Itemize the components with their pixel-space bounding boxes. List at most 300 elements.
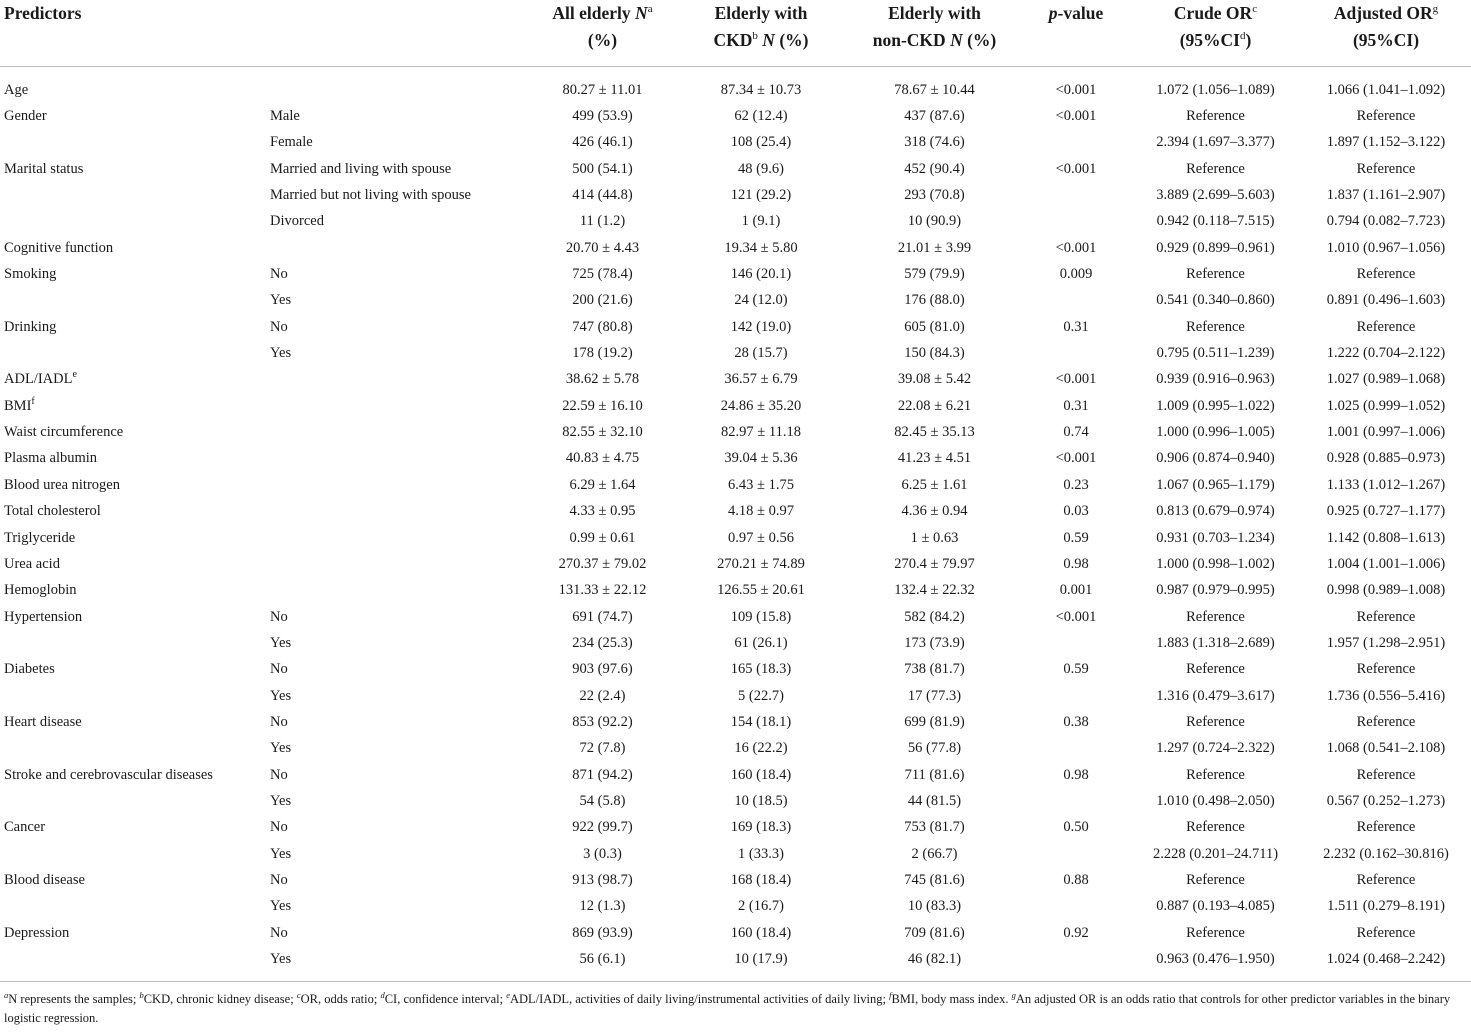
non-ckd-cell: 699 (81.9) bbox=[904, 713, 965, 730]
crude-or-cell: 1.067 (0.965–1.179) bbox=[1156, 476, 1275, 493]
ckd-cell: 1 (33.3) bbox=[738, 845, 784, 862]
predictor-label-text: ADL/IADL bbox=[4, 371, 73, 388]
header-nonckd-l2: non-CKD bbox=[872, 30, 951, 50]
adjusted-or-cell: 1.133 (1.012–1.267) bbox=[1326, 476, 1446, 493]
predictor-label-text: Depression bbox=[4, 924, 70, 941]
adjusted-or-cell: Reference bbox=[1356, 924, 1416, 941]
ckd-cell: 87.34 ± 10.73 bbox=[720, 81, 802, 98]
all-elderly-cell: 3 (0.3) bbox=[583, 845, 622, 862]
header-crude-sup: c bbox=[1252, 3, 1258, 16]
adjusted-or-cell: Reference bbox=[1356, 160, 1416, 177]
header-all-l1: All elderly bbox=[552, 3, 636, 23]
predictor-label-text: Blood disease bbox=[4, 871, 85, 888]
p-value-cell: 0.59 bbox=[1063, 529, 1089, 546]
adjusted-or-cell: 0.794 (0.082–7.723) bbox=[1326, 213, 1446, 230]
header-adjusted-sup: g bbox=[1432, 3, 1439, 16]
p-value-cell: 0.59 bbox=[1063, 661, 1089, 678]
predictor-category: No bbox=[270, 766, 288, 783]
adjusted-or-cell: 1.142 (0.808–1.613) bbox=[1326, 529, 1446, 546]
adjusted-or-cell: Reference bbox=[1356, 608, 1416, 625]
ckd-cell: 168 (18.4) bbox=[730, 871, 792, 888]
non-ckd-cell: 44 (81.5) bbox=[907, 792, 962, 809]
predictor-label-text: Hypertension bbox=[4, 608, 83, 625]
footnote-marker: f bbox=[889, 989, 892, 1000]
ckd-cell: 82.97 ± 11.18 bbox=[721, 424, 801, 441]
table-row bbox=[0, 525, 1471, 551]
p-value-cell bbox=[1022, 683, 1130, 709]
non-ckd-cell: 132.4 ± 22.32 bbox=[894, 582, 975, 599]
adjusted-or-cell: Reference bbox=[1356, 871, 1416, 888]
predictor-category: Male bbox=[270, 108, 300, 125]
adjusted-or-cell: 0.928 (0.885–0.973) bbox=[1326, 450, 1446, 467]
p-value-cell: <0.001 bbox=[1055, 608, 1097, 625]
predictor-label bbox=[0, 578, 262, 604]
crude-or-cell: Reference bbox=[1186, 266, 1245, 283]
ckd-cell: 28 (15.7) bbox=[734, 345, 788, 362]
crude-or-cell: 0.942 (0.118–7.515) bbox=[1156, 213, 1275, 230]
non-ckd-cell: 82.45 ± 35.13 bbox=[894, 424, 975, 441]
predictor-label bbox=[0, 393, 262, 419]
all-elderly-cell: 0.99 ± 0.61 bbox=[569, 529, 636, 546]
crude-or-cell: 1.000 (0.996–1.005) bbox=[1156, 424, 1275, 441]
crude-or-cell: Reference bbox=[1186, 766, 1245, 783]
header-ckd-n: N bbox=[757, 30, 775, 50]
header-crude-or bbox=[1130, 0, 1301, 67]
non-ckd-cell: 738 (81.7) bbox=[904, 661, 965, 678]
predictor-category bbox=[262, 419, 530, 445]
p-value-cell bbox=[1022, 340, 1130, 366]
ckd-cell: 169 (18.3) bbox=[730, 819, 792, 836]
crude-or-cell: Reference bbox=[1186, 924, 1245, 941]
predictor-category bbox=[262, 67, 530, 104]
table-row bbox=[0, 367, 1471, 393]
p-value-cell: 0.74 bbox=[1063, 424, 1089, 441]
adjusted-or-cell: 0.891 (0.496–1.603) bbox=[1326, 292, 1446, 309]
adjusted-or-cell: Reference bbox=[1356, 661, 1416, 678]
p-value-cell: 0.92 bbox=[1063, 924, 1089, 941]
predictor-category: No bbox=[270, 608, 288, 625]
adjusted-or-cell: 1.025 (0.999–1.052) bbox=[1326, 397, 1446, 414]
crude-or-cell: Reference bbox=[1186, 661, 1245, 678]
crude-or-cell: 2.228 (0.201–24.711) bbox=[1152, 845, 1279, 862]
predictor-label bbox=[0, 683, 262, 709]
predictor-category bbox=[262, 393, 530, 419]
non-ckd-cell: 17 (77.3) bbox=[907, 687, 962, 704]
ckd-cell: 48 (9.6) bbox=[738, 160, 784, 177]
predictor-category: No bbox=[270, 871, 288, 888]
ckd-cell: 121 (29.2) bbox=[730, 187, 792, 204]
non-ckd-cell: 150 (84.3) bbox=[904, 345, 965, 362]
predictor-category bbox=[262, 367, 530, 393]
predictor-category: Yes bbox=[270, 792, 292, 809]
p-value-cell: 0.98 bbox=[1063, 766, 1089, 783]
p-value-cell bbox=[1022, 182, 1130, 208]
p-value-cell: 0.88 bbox=[1063, 871, 1089, 888]
all-elderly-cell: 80.27 ± 11.01 bbox=[562, 81, 643, 98]
all-elderly-cell: 200 (21.6) bbox=[572, 292, 633, 309]
header-crude-ci-sup: d bbox=[1239, 30, 1246, 43]
crude-or-cell: 0.987 (0.979–0.995) bbox=[1156, 582, 1275, 599]
all-elderly-cell: 500 (54.1) bbox=[572, 160, 633, 177]
predictor-label-text: Cancer bbox=[4, 819, 46, 836]
ckd-cell: 36.57 ± 6.79 bbox=[724, 371, 798, 388]
footnote-text: ADL/IADL, activities of daily living/instrumental activities of daily living; bbox=[509, 992, 890, 1006]
non-ckd-cell: 753 (81.7) bbox=[904, 819, 965, 836]
predictor-category: Yes bbox=[270, 845, 292, 862]
p-value-cell: <0.001 bbox=[1055, 160, 1097, 177]
header-adjusted-or bbox=[1301, 0, 1471, 67]
all-elderly-cell: 869 (93.9) bbox=[572, 924, 633, 941]
all-elderly-cell: 4.33 ± 0.95 bbox=[569, 503, 636, 520]
table-row bbox=[0, 393, 1471, 419]
crude-or-cell: 1.072 (1.056–1.089) bbox=[1156, 81, 1275, 98]
all-elderly-cell: 499 (53.9) bbox=[572, 108, 633, 125]
ckd-cell: 39.04 ± 5.36 bbox=[724, 450, 798, 467]
footnote-text: CKD, chronic kidney disease; bbox=[143, 992, 297, 1006]
crude-or-cell: 0.929 (0.899–0.961) bbox=[1156, 239, 1275, 256]
all-elderly-cell: 11 (1.2) bbox=[579, 213, 626, 230]
predictor-label-text: Hemoglobin bbox=[4, 582, 77, 599]
adjusted-or-cell: Reference bbox=[1356, 713, 1416, 730]
header-nonckd-l1: Elderly with bbox=[888, 3, 981, 23]
predictor-label bbox=[0, 946, 262, 972]
non-ckd-cell: 709 (81.6) bbox=[904, 924, 965, 941]
header-non-ckd bbox=[847, 0, 1022, 67]
adjusted-or-cell: 1.010 (0.967–1.056) bbox=[1326, 239, 1446, 256]
non-ckd-cell: 605 (81.0) bbox=[904, 318, 965, 335]
predictor-category: No bbox=[270, 318, 288, 335]
header-crude-l1: Crude OR bbox=[1173, 3, 1253, 23]
non-ckd-cell: 176 (88.0) bbox=[904, 292, 965, 309]
predictor-category: Female bbox=[270, 134, 313, 151]
table-row bbox=[0, 209, 1471, 235]
crude-or-cell: 1.010 (0.498–2.050) bbox=[1156, 792, 1275, 809]
ckd-cell: 2 (16.7) bbox=[738, 898, 784, 915]
non-ckd-cell: 41.23 ± 4.51 bbox=[897, 450, 972, 467]
predictor-category: Yes bbox=[270, 345, 292, 362]
predictor-label bbox=[0, 815, 262, 841]
table-row bbox=[0, 841, 1471, 867]
non-ckd-cell: 46 (82.1) bbox=[907, 951, 962, 968]
all-elderly-cell: 725 (78.4) bbox=[572, 266, 633, 283]
crude-or-cell: 0.931 (0.703–1.234) bbox=[1156, 529, 1275, 546]
non-ckd-cell: 21.01 ± 3.99 bbox=[897, 239, 972, 256]
footnote-text: N represents the samples; bbox=[8, 992, 140, 1006]
table-row bbox=[0, 709, 1471, 735]
predictor-label bbox=[0, 525, 262, 551]
crude-or-cell: 0.541 (0.340–0.860) bbox=[1156, 292, 1275, 309]
predictor-label-text: BMI bbox=[4, 397, 32, 414]
all-elderly-cell: 913 (98.7) bbox=[572, 871, 633, 888]
ckd-cell: 62 (12.4) bbox=[734, 108, 788, 125]
ckd-cell: 6.43 ± 1.75 bbox=[728, 476, 794, 493]
table-row bbox=[0, 419, 1471, 445]
p-value-cell: 0.001 bbox=[1059, 582, 1093, 599]
table-row bbox=[0, 815, 1471, 841]
p-value-cell: <0.001 bbox=[1055, 450, 1097, 467]
predictor-label-text: Smoking bbox=[4, 266, 57, 283]
predictor-label-text: Stroke and cerebrovascular diseases bbox=[4, 766, 213, 783]
predictor-label bbox=[0, 156, 262, 182]
adjusted-or-cell: Reference bbox=[1356, 766, 1416, 783]
header-adjusted-l1: Adjusted OR bbox=[1333, 3, 1433, 23]
adjusted-or-cell: 1.068 (0.541–2.108) bbox=[1326, 740, 1446, 757]
header-nonckd-pct: (%) bbox=[962, 30, 997, 50]
table-row bbox=[0, 657, 1471, 683]
crude-or-cell: 0.939 (0.916–0.963) bbox=[1156, 371, 1275, 388]
non-ckd-cell: 579 (79.9) bbox=[904, 266, 965, 283]
all-elderly-cell: 22.59 ± 16.10 bbox=[562, 397, 643, 414]
predictor-label bbox=[0, 288, 262, 314]
predictor-label-text: Diabetes bbox=[4, 661, 55, 678]
all-elderly-cell: 22 (2.4) bbox=[579, 687, 626, 704]
footnote-marker: b bbox=[139, 989, 144, 1000]
predictor-label bbox=[0, 499, 262, 525]
adjusted-or-cell: 1.024 (0.468–2.242) bbox=[1326, 951, 1446, 968]
crude-or-cell: Reference bbox=[1186, 608, 1245, 625]
non-ckd-cell: 4.36 ± 0.94 bbox=[901, 503, 968, 520]
adjusted-or-cell: 2.232 (0.162–30.816) bbox=[1323, 845, 1449, 862]
ckd-cell: 4.18 ± 0.97 bbox=[728, 503, 794, 520]
all-elderly-cell: 871 (94.2) bbox=[572, 766, 633, 783]
table-row bbox=[0, 578, 1471, 604]
header-ckd-pct: (%) bbox=[774, 30, 809, 50]
header-nonckd-n: N bbox=[950, 30, 963, 50]
header-ckd-sup: b bbox=[752, 30, 758, 43]
header-all-sup: a bbox=[647, 3, 653, 16]
predictor-category: No bbox=[270, 266, 288, 283]
header-all-l2: (%) bbox=[587, 30, 618, 50]
all-elderly-cell: 82.55 ± 32.10 bbox=[562, 424, 643, 441]
all-elderly-cell: 38.62 ± 5.78 bbox=[565, 371, 640, 388]
ckd-cell: 5 (22.7) bbox=[738, 687, 784, 704]
all-elderly-cell: 270.37 ± 79.02 bbox=[558, 555, 647, 572]
table-row bbox=[0, 788, 1471, 814]
adjusted-or-cell: 1.004 (1.001–1.006) bbox=[1326, 555, 1446, 572]
all-elderly-cell: 20.70 ± 4.43 bbox=[565, 239, 640, 256]
all-elderly-cell: 56 (6.1) bbox=[579, 951, 626, 968]
table-footnote bbox=[4, 990, 1467, 1028]
footnote-text: BMI, body mass index. bbox=[891, 992, 1012, 1006]
non-ckd-cell: 452 (90.4) bbox=[904, 160, 965, 177]
ckd-cell: 24.86 ± 35.20 bbox=[720, 397, 802, 414]
table-row bbox=[0, 156, 1471, 182]
footnote-marker: e bbox=[506, 989, 510, 1000]
ckd-cell: 154 (18.1) bbox=[730, 713, 792, 730]
predictor-label bbox=[0, 235, 262, 261]
table-row bbox=[0, 67, 1471, 104]
ckd-cell: 126.55 ± 20.61 bbox=[717, 582, 805, 599]
adjusted-or-cell: 1.837 (1.161–2.907) bbox=[1326, 187, 1446, 204]
adjusted-or-cell: Reference bbox=[1356, 266, 1416, 283]
predictor-label bbox=[0, 182, 262, 208]
p-value-cell bbox=[1022, 788, 1130, 814]
non-ckd-cell: 270.4 ± 79.97 bbox=[894, 555, 975, 572]
ckd-cell: 165 (18.3) bbox=[730, 661, 792, 678]
predictor-category: Yes bbox=[270, 634, 292, 651]
footnote-text: OR, odds ratio; bbox=[300, 992, 381, 1006]
p-value-cell: 0.009 bbox=[1059, 266, 1093, 283]
ckd-cell: 61 (26.1) bbox=[734, 634, 788, 651]
crude-or-cell: 0.906 (0.874–0.940) bbox=[1156, 450, 1275, 467]
adjusted-or-cell: 1.511 (0.279–8.191) bbox=[1327, 898, 1445, 915]
all-elderly-cell: 426 (46.1) bbox=[572, 134, 633, 151]
table-row bbox=[0, 235, 1471, 261]
predictor-label bbox=[0, 841, 262, 867]
predictor-label bbox=[0, 551, 262, 577]
predictor-category: Married and living with spouse bbox=[270, 160, 452, 177]
predictor-label bbox=[0, 736, 262, 762]
non-ckd-cell: 437 (87.6) bbox=[904, 108, 965, 125]
footnote-marker: a bbox=[4, 989, 9, 1000]
p-value-cell: 0.03 bbox=[1063, 503, 1089, 520]
predictor-label-text: Cognitive function bbox=[4, 239, 114, 256]
p-value-cell: 0.38 bbox=[1063, 713, 1089, 730]
predictor-label bbox=[0, 604, 262, 630]
predictor-label-text: Drinking bbox=[4, 318, 57, 335]
header-p-rest: -value bbox=[1057, 3, 1104, 23]
crude-or-cell: 1.009 (0.995–1.022) bbox=[1156, 397, 1275, 414]
ckd-cell: 10 (18.5) bbox=[734, 792, 788, 809]
predictor-label bbox=[0, 340, 262, 366]
predictor-label bbox=[0, 788, 262, 814]
table-row bbox=[0, 920, 1471, 946]
adjusted-or-cell: 1.957 (1.298–2.951) bbox=[1326, 634, 1446, 651]
header-ckd-l1: Elderly with bbox=[714, 3, 808, 23]
predictor-label-text: Triglyceride bbox=[4, 529, 76, 546]
non-ckd-cell: 318 (74.6) bbox=[904, 134, 965, 151]
table-row bbox=[0, 630, 1471, 656]
table-row bbox=[0, 894, 1471, 920]
crude-or-cell: 1.297 (0.724–2.322) bbox=[1156, 740, 1275, 757]
p-value-cell: 0.23 bbox=[1063, 476, 1089, 493]
predictor-category bbox=[262, 499, 530, 525]
p-value-cell: 0.50 bbox=[1063, 819, 1089, 836]
adjusted-or-cell: 0.998 (0.989–1.008) bbox=[1326, 582, 1446, 599]
all-elderly-cell: 72 (7.8) bbox=[579, 740, 626, 757]
header-crude-l2: (95%CI bbox=[1179, 30, 1240, 50]
ckd-cell: 108 (25.4) bbox=[730, 134, 792, 151]
all-elderly-cell: 12 (1.3) bbox=[579, 898, 626, 915]
crude-or-cell: Reference bbox=[1186, 819, 1245, 836]
ckd-cell: 142 (19.0) bbox=[730, 318, 792, 335]
p-value-cell bbox=[1022, 288, 1130, 314]
crude-or-cell: 1.883 (1.318–2.689) bbox=[1156, 634, 1275, 651]
predictor-label bbox=[0, 657, 262, 683]
all-elderly-cell: 691 (74.7) bbox=[572, 608, 633, 625]
table-row bbox=[0, 604, 1471, 630]
predictor-label-text: Marital status bbox=[4, 160, 84, 177]
table-row bbox=[0, 261, 1471, 287]
all-elderly-cell: 922 (99.7) bbox=[572, 819, 633, 836]
table-body bbox=[0, 67, 1471, 973]
predictor-category bbox=[262, 472, 530, 498]
non-ckd-cell: 22.08 ± 6.21 bbox=[897, 397, 972, 414]
ckd-cell: 160 (18.4) bbox=[730, 924, 792, 941]
crude-or-cell: Reference bbox=[1186, 108, 1245, 125]
p-value-cell bbox=[1022, 130, 1130, 156]
predictor-label bbox=[0, 130, 262, 156]
all-elderly-cell: 40.83 ± 4.75 bbox=[565, 450, 640, 467]
all-elderly-cell: 234 (25.3) bbox=[572, 634, 633, 651]
adjusted-or-cell: 1.897 (1.152–3.122) bbox=[1326, 134, 1446, 151]
header-ckd-l2: CKD bbox=[713, 30, 753, 50]
predictor-category bbox=[262, 446, 530, 472]
predictor-label-text: Blood urea nitrogen bbox=[4, 476, 120, 493]
table-bottom-rule bbox=[0, 981, 1471, 982]
p-value-cell bbox=[1022, 736, 1130, 762]
table-row bbox=[0, 946, 1471, 972]
predictor-label bbox=[0, 446, 262, 472]
all-elderly-cell: 903 (97.6) bbox=[572, 661, 633, 678]
non-ckd-cell: 745 (81.6) bbox=[904, 871, 965, 888]
crude-or-cell: Reference bbox=[1186, 871, 1245, 888]
header-crude-l2-end: ) bbox=[1245, 30, 1252, 50]
adjusted-or-cell: 1.222 (0.704–2.122) bbox=[1326, 345, 1446, 362]
predictor-category: Yes bbox=[270, 951, 292, 968]
all-elderly-cell: 414 (44.8) bbox=[572, 187, 633, 204]
predictor-label bbox=[0, 920, 262, 946]
predictor-label bbox=[0, 419, 262, 445]
footnote-marker: c bbox=[296, 989, 301, 1000]
predictor-label-text: Total cholesterol bbox=[4, 503, 101, 520]
predictor-category: Yes bbox=[270, 292, 292, 309]
predictor-label bbox=[0, 261, 262, 287]
all-elderly-cell: 178 (19.2) bbox=[572, 345, 633, 362]
predictor-label bbox=[0, 762, 262, 788]
all-elderly-cell: 853 (92.2) bbox=[572, 713, 633, 730]
adjusted-or-cell: Reference bbox=[1356, 108, 1416, 125]
all-elderly-cell: 747 (80.8) bbox=[572, 318, 633, 335]
predictor-category: No bbox=[270, 924, 288, 941]
non-ckd-cell: 293 (70.8) bbox=[904, 187, 965, 204]
footnote-marker: d bbox=[380, 989, 385, 1000]
footnote-text: An adjusted OR is an odds ratio that controls for other predictor variables in the binary logistic regression. bbox=[4, 992, 1451, 1025]
ckd-cell: 19.34 ± 5.80 bbox=[724, 239, 798, 256]
crude-or-cell: 0.813 (0.679–0.974) bbox=[1156, 503, 1275, 520]
non-ckd-cell: 582 (84.2) bbox=[904, 608, 965, 625]
crude-or-cell: 1.000 (0.998–1.002) bbox=[1156, 555, 1275, 572]
crude-or-cell: 0.887 (0.193–4.085) bbox=[1156, 898, 1275, 915]
table-row bbox=[0, 340, 1471, 366]
predictor-label-text: Plasma albumin bbox=[4, 450, 98, 467]
crude-or-cell: 1.316 (0.479–3.617) bbox=[1156, 687, 1275, 704]
ckd-cell: 0.97 ± 0.56 bbox=[728, 529, 794, 546]
predictor-label-text: Urea acid bbox=[4, 555, 60, 572]
table-row bbox=[0, 288, 1471, 314]
header-all-elderly bbox=[530, 0, 675, 67]
predictor-category: No bbox=[270, 713, 288, 730]
all-elderly-cell: 6.29 ± 1.64 bbox=[569, 476, 636, 493]
non-ckd-cell: 78.67 ± 10.44 bbox=[894, 81, 975, 98]
predictor-category: Divorced bbox=[270, 213, 324, 230]
ckd-cell: 109 (15.8) bbox=[730, 608, 792, 625]
non-ckd-cell: 10 (83.3) bbox=[907, 898, 962, 915]
p-value-cell bbox=[1022, 894, 1130, 920]
non-ckd-cell: 39.08 ± 5.42 bbox=[897, 371, 972, 388]
header-all-n: N bbox=[635, 3, 648, 23]
crude-or-cell: Reference bbox=[1186, 713, 1245, 730]
header-p-italic: p bbox=[1048, 3, 1058, 23]
p-value-cell bbox=[1022, 630, 1130, 656]
predictor-label bbox=[0, 709, 262, 735]
ckd-cell: 16 (22.2) bbox=[734, 740, 788, 757]
p-value-cell: <0.001 bbox=[1055, 81, 1097, 98]
footnote-marker: g bbox=[1011, 989, 1016, 1000]
table-row bbox=[0, 499, 1471, 525]
p-value-cell: 0.98 bbox=[1063, 555, 1089, 572]
non-ckd-cell: 10 (90.9) bbox=[907, 213, 962, 230]
